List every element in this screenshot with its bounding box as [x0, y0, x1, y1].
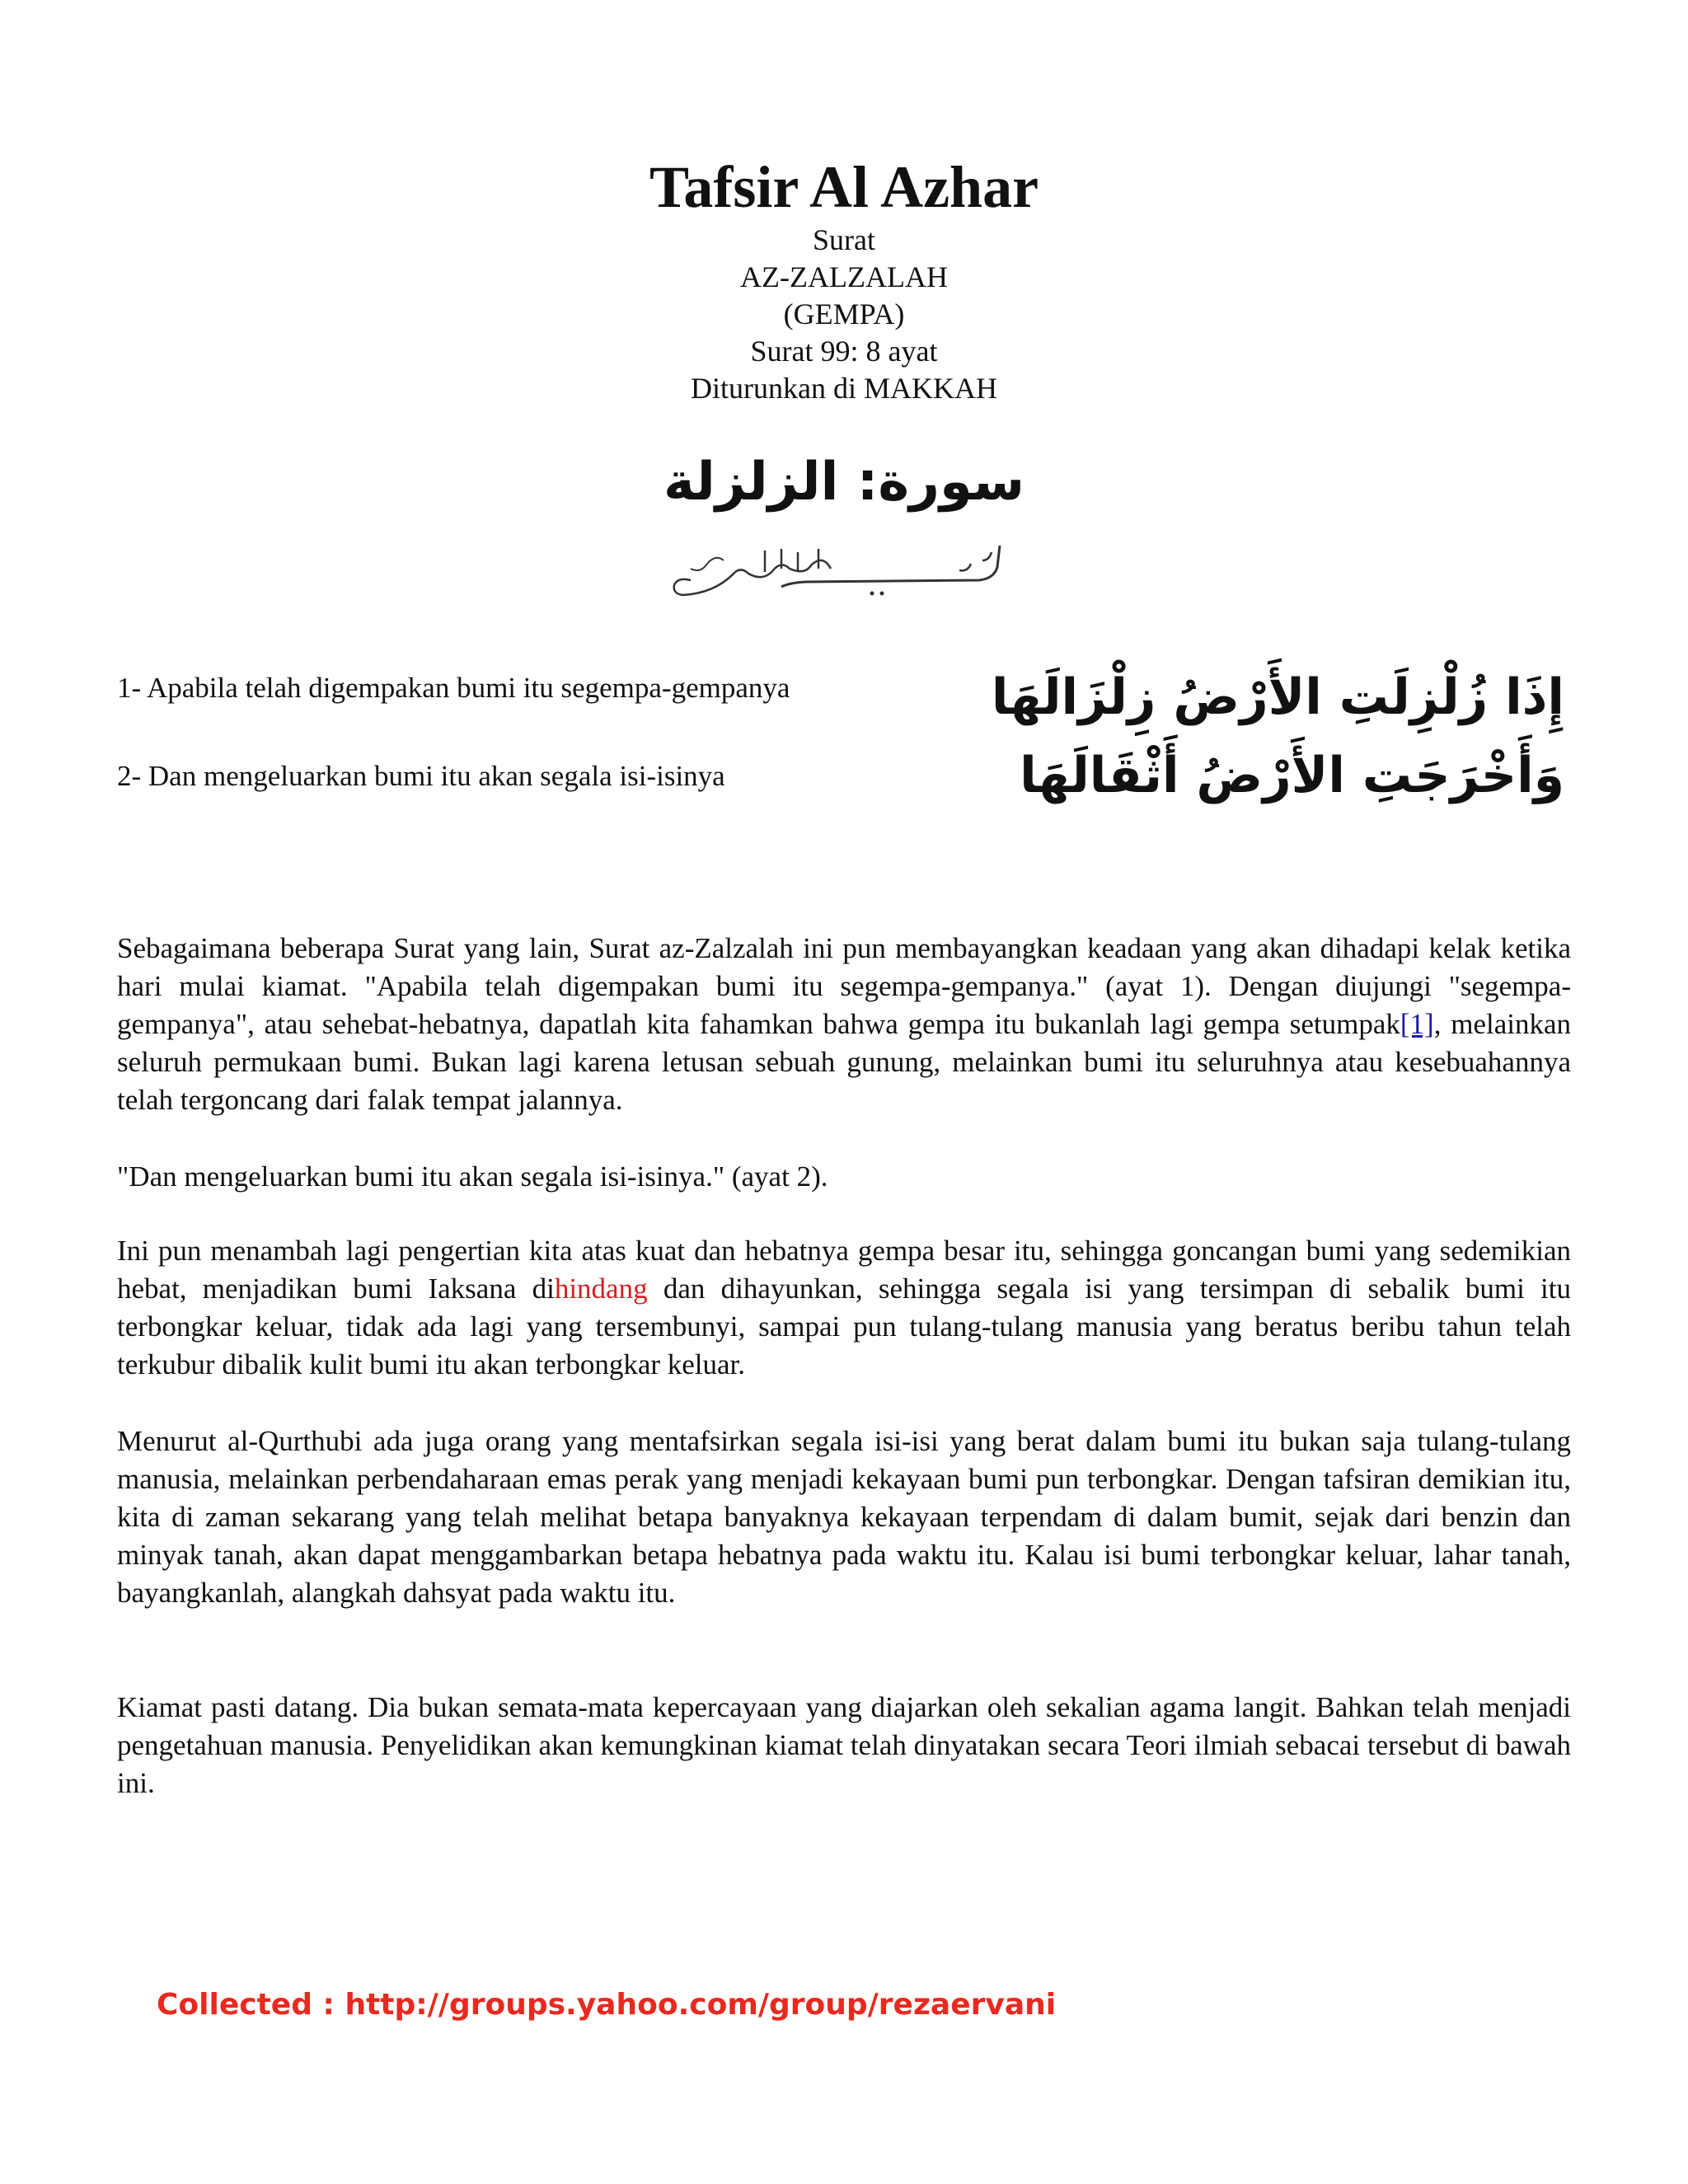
- header-line-surat: Surat: [813, 223, 875, 256]
- surah-arabic-title: سورة: الزلزلة: [663, 452, 1025, 513]
- paragraph-explanation-text-a: Ini pun menambah lagi pengertian kita atas kuat dan hebatnya gempa besar itu, sehingga goncangan bumi yang sedemikian hebat, menjadikan bumi Iaksana di: [117, 1235, 1571, 1305]
- paragraph-ayat-2-quote: "Dan mengeluarkan bumi itu akan segala isi-isinya." (ayat 2).: [117, 1160, 828, 1193]
- page-title: Tafsir Al Azhar: [649, 154, 1039, 220]
- paragraph-explanation: [117, 1232, 1571, 1384]
- verse-2-translation: 2- Dan mengeluarkan bumi itu akan segala isi-isinya: [117, 760, 725, 792]
- verse-2-arabic: وَأَخْرَجَتِ الأَرْضُ أَثْقَالَهَا: [1020, 747, 1564, 804]
- highlighted-word: hindang: [554, 1272, 648, 1305]
- header-line-surah-name: AZ-ZALZALAH: [740, 260, 948, 293]
- paragraph-intro-text-a: Sebagaimana beberapa Surat yang lain, Surat az-Zalzalah ini pun membayangkan keadaan yang akan dihadapi kelak ketika hari mulai kiamat. "Apabila telah digempakan bumi itu segempa-gempanya." (ayat 1). Dengan diujungi "segempa-gempanya", atau sehebat-hebatnya, dapatlah kita fahamkan bahwa gempa itu bukanlah lagi gempa setumpak: [117, 932, 1571, 1040]
- header-line-meaning: (GEMPA): [783, 298, 905, 330]
- header-line-surah-number: Surat 99: 8 ayat: [750, 335, 938, 368]
- document-header: [0, 152, 1688, 407]
- header-line-revelation: Diturunkan di MAKKAH: [691, 372, 997, 405]
- paragraph-intro: [117, 930, 1571, 1119]
- verse-1-arabic: إِذَا زُلْزِلَتِ الأَرْضُ زِلْزَالَهَا: [991, 668, 1564, 726]
- footnote-link-1[interactable]: [1]: [1400, 1008, 1434, 1040]
- footer-collected-link[interactable]: Collected : http://groups.yahoo.com/group/rezaervani: [157, 1988, 1057, 2022]
- paragraph-intro-text-b: , melainkan seluruh permukaan bumi. Bukan lagi karena letusan sebuah gunung, melainkan bumi itu seluruhnya atau kesebuahannya telah tergoncang dari falak tempat jalannya.: [117, 1008, 1571, 1116]
- basmala-calligraphy: [666, 536, 1012, 610]
- paragraph-kiamat: Kiamat pasti datang. Dia bukan semata-mata kepercayaan yang diajarkan oleh sekalian agama langit. Bahkan telah menjadi pengetahuan manusia. Penyelidikan akan kemungkinan kiamat telah dinyatakan secara Teori ilmiah sebacai tersebut di bawah ini.: [117, 1691, 1571, 1799]
- verse-1-translation: 1- Apabila telah digempakan bumi itu segempa-gempanya: [117, 672, 790, 704]
- paragraph-explanation-text-b: dan dihayunkan, sehingga segala isi yang tersimpan di sebalik bumi itu terbongkar keluar, tidak ada lagi yang tersembunyi, sampai pun tulang-tulang manusia yang beratus beribu tahun telah terkubur dibalik kulit bumi itu akan terbongkar keluar.: [117, 1272, 1572, 1380]
- paragraph-qurthubi: Menurut al-Qurthubi ada juga orang yang mentafsirkan segala isi-isi yang berat dalam bumi itu bukan saja tulang-tulang manusia, melainkan perbendaharaan emas perak yang menjadi kekayaan bumi pun terbongkar. Dengan tafsiran demikian itu, kita di zaman sekarang yang telah melihat betapa banyaknya kekayaan terpendam di dalam bumit, sejak dari benzin dan minyak tanah, akan dapat menggambarkan betapa hebatnya pada waktu itu. Kalau isi bumi terbongkar keluar, lahar tanah, bayangkanlah, alangkah dahsyat pada waktu itu.: [117, 1425, 1571, 1609]
